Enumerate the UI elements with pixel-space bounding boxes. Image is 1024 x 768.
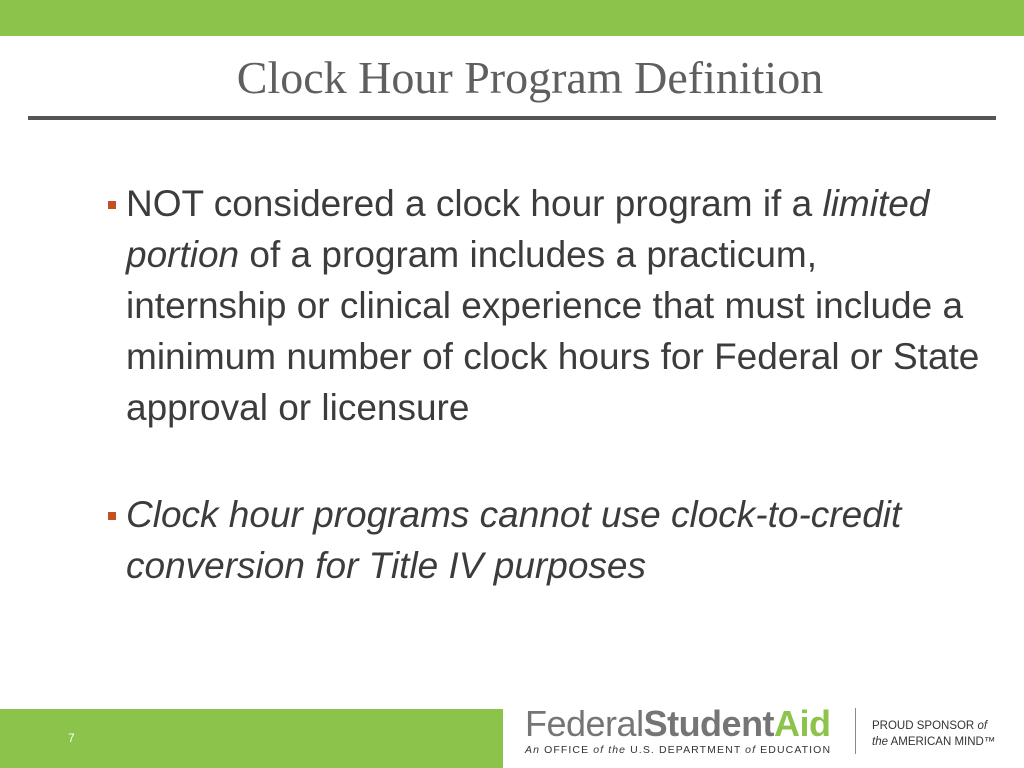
bullet-text xyxy=(126,183,979,428)
slide-content xyxy=(104,178,984,591)
federal-student-aid-logo xyxy=(525,704,845,762)
bullet-item xyxy=(104,489,984,591)
top-accent-band xyxy=(0,0,1024,36)
logo-wordmark xyxy=(525,704,831,744)
bullet-text-end: of a program includes a practicum, internship or clinical experience that must include a minimum number of clock hours for Federal or State approval or licensure xyxy=(126,234,980,428)
sponsor-line-1: PROUD SPONSOR of xyxy=(872,720,988,732)
slide-title: Clock Hour Program Definition xyxy=(236,52,824,103)
footer-accent-band xyxy=(0,709,503,768)
sponsor-tagline xyxy=(872,718,995,750)
bullet-item xyxy=(104,178,984,433)
square-bullet-icon xyxy=(108,201,116,209)
logo-word-student: Student xyxy=(643,703,775,744)
logo-divider xyxy=(855,708,856,754)
bullet-text-emphasis: limited portion xyxy=(126,183,930,275)
bullet-text: Clock hour programs cannot use clock-to-credit conversion for Title IV purposes xyxy=(126,494,902,586)
title-divider xyxy=(28,116,996,120)
square-bullet-icon xyxy=(108,512,116,520)
logo-tagline: An OFFICE of the U.S. DEPARTMENT of EDUCATION xyxy=(525,744,832,756)
logo-word-federal: Federal xyxy=(525,703,644,744)
bullet-text-start: NOT considered a clock hour program if a xyxy=(126,183,823,224)
page-number: 7 xyxy=(68,731,75,745)
logo-word-aid: Aid xyxy=(774,703,831,744)
sponsor-line-2: the AMERICAN MIND™ xyxy=(872,736,996,748)
